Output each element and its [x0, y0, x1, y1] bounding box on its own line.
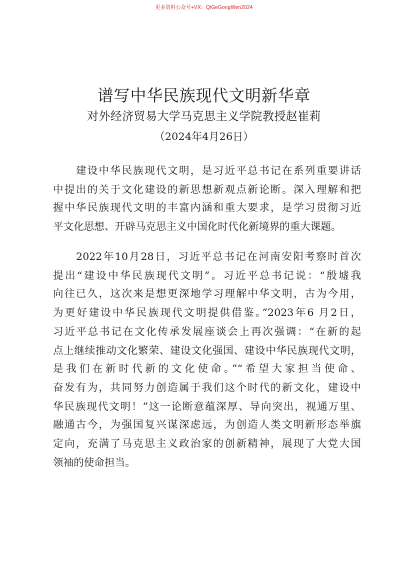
paragraph-2 — [53, 248, 361, 472]
paragraph-line: 平文化思想、开辟马克思主义中国化时代化新境界的重大课题。 — [53, 221, 342, 234]
paragraph-line: 华民族现代文明！”这一论断意蕴深厚、导向突出，视通万里、 — [53, 400, 361, 413]
page-title: 谱写中华民族现代文明新华章 — [97, 86, 311, 105]
paragraph-line: 习近平总书记在文化传承发展座谈会上再次强调：“在新的起 — [53, 325, 361, 338]
paragraph-line: 向往已久，这次来是想更深地学习理解中华文明，古为今用， — [53, 288, 361, 301]
header-promo-note: 更多资料公众号+VX：QiGeGongWen2024 — [155, 5, 253, 11]
paragraph-line: 握中华民族现代文明的丰富内涵和重大要求，是学习贯彻习近 — [53, 202, 361, 215]
paragraph-line: 定向，充满了马克思主义政治家的创新精神，展现了大党大国 — [53, 438, 361, 451]
paragraph-line: 为更好建设中华民族现代文明提供借鉴。”2023年6 月2日， — [53, 307, 361, 320]
paragraph-line: 2022年10月28日，习近平总书记在河南安阳考察时首次 — [53, 251, 361, 263]
author-line: 对外经济贸易大学马克思主义学院教授赵崔莉 — [87, 109, 321, 123]
paragraph-line: 建设中华民族现代文明，是习近平总书记在系列重要讲话 — [53, 165, 361, 177]
paragraph-line: 中提出的关于文化建设的新思想新观点新论断。深入理解和把 — [53, 183, 361, 196]
paragraph-line: 领袖的使命担当。 — [53, 456, 136, 469]
paragraph-line: 提出“建设中华民族现代文明”。习近平总书记说：“殷墟我 — [53, 269, 361, 282]
paragraph-line: 点上继续推动文化繁荣、建设文化强国、建设中华民族现代文明， — [53, 344, 361, 357]
publish-date: （2024年4月26日） — [154, 131, 254, 143]
paragraph-line: 是我们在新时代新的文化使命。”“希望大家担当使命、 — [53, 363, 361, 376]
paragraph-line: 奋发有为，共同努力创造属于我们这个时代的新文化，建设中 — [53, 381, 361, 394]
paragraph-1 — [53, 162, 361, 237]
paragraph-line: 融通古今，为强国复兴谋深虑远，为创造人类文明新形态举旗 — [53, 419, 361, 432]
